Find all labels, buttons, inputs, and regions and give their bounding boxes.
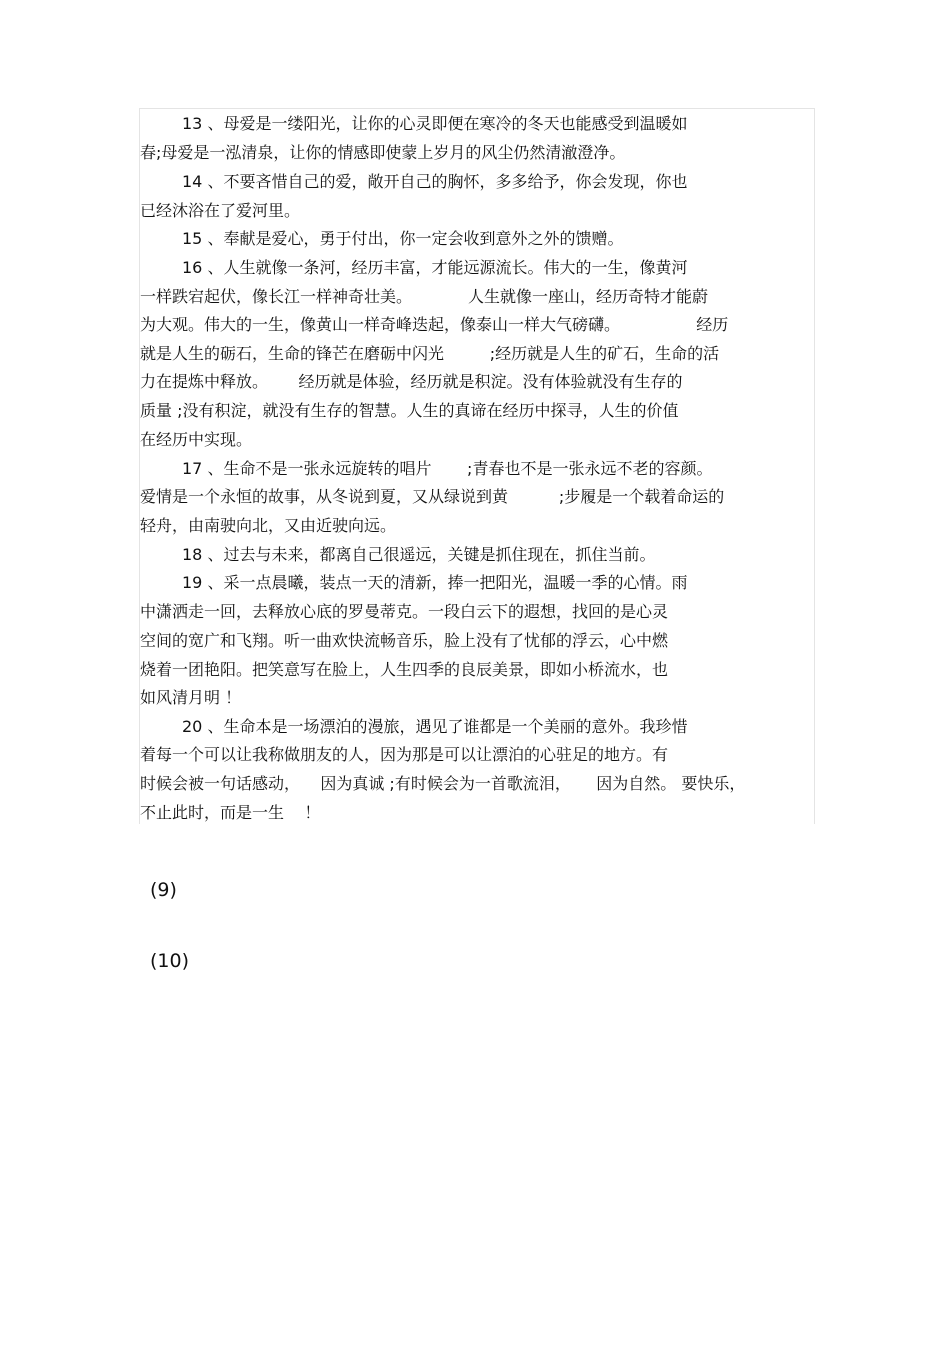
- item-16-line-1: 16 、人生就像一条河，经历丰富，才能远源流长。伟大的一生，像黄河: [182, 258, 688, 277]
- item-20-line-1: 20 、生命本是一场漂泊的漫旅，遇见了谁都是一个美丽的意外。我珍惜: [182, 717, 688, 736]
- item-16-line-7: 在经历中实现。: [140, 430, 253, 449]
- item-16-line-6: 质量 ;没有积淀，就没有生存的智慧。人生的真谛在经历中探寻，人生的价值: [140, 401, 679, 420]
- item-13-line-2: 春;母爱是一泓清泉，让你的情感即使蒙上岁月的风尘仍然清澈澄净。: [140, 143, 626, 162]
- item-17-line-2: 爱情是一个永恒的故事，从冬说到夏，又从绿说到黄 ;步履是一个载着命运的: [140, 487, 725, 506]
- footnote-9: (9): [150, 879, 177, 901]
- item-19-line-4: 烧着一团艳阳。把笑意写在脸上，人生四季的良辰美景，即如小桥流水，也: [140, 660, 669, 679]
- item-20-line-4: 不止此时，而是一生 ！: [140, 803, 321, 822]
- item-16-line-4: 就是人生的砺石，生命的锋芒在磨砺中闪光 ;经历就是人生的矿石，生命的活: [140, 344, 720, 363]
- footnote-10: (10): [150, 950, 190, 972]
- item-20-line-3: 时候会被一句话感动， 因为真诚 ;有时候会为一首歌流泪， 因为自然。 要快乐，: [140, 774, 746, 793]
- item-14-line-2: 已经沐浴在了爱河里。: [140, 201, 301, 220]
- item-15-line-1: 15 、奉献是爱心，勇于付出，你一定会收到意外之外的馈赠。: [182, 229, 624, 248]
- item-14-line-1: 14 、不要吝惜自己的爱，敞开自己的胸怀，多多给予，你会发现，你也: [182, 172, 688, 191]
- item-17-line-3: 轻舟，由南驶向北，又由近驶向远。: [140, 516, 397, 535]
- item-20-line-2: 着每一个可以让我称做朋友的人，因为那是可以让漂泊的心驻足的地方。有: [140, 745, 669, 764]
- item-19-line-1: 19 、采一点晨曦，装点一天的清新，捧一把阳光，温暖一季的心情。雨: [182, 573, 688, 592]
- item-16-line-5: 力在提炼中释放。 经历就是体验，经历就是积淀。没有体验就没有生存的: [140, 372, 683, 391]
- item-18-line-1: 18 、过去与未来，都离自己很遥远，关键是抓住现在，抓住当前。: [182, 545, 656, 564]
- item-19-line-3: 空间的宽广和飞翔。听一曲欢快流畅音乐，脸上没有了忧郁的浮云，心中燃: [140, 631, 669, 650]
- item-13-line-1: 13 、母爱是一缕阳光，让你的心灵即便在寒冷的冬天也能感受到温暖如: [182, 114, 688, 133]
- item-19-line-5: 如风清月明 ！: [140, 688, 242, 707]
- item-19-line-2: 中潇洒走一回，去释放心底的罗曼蒂克。一段白云下的遐想，找回的是心灵: [140, 602, 669, 621]
- item-16-line-2: 一样跌宕起伏，像长江一样神奇壮美。 人生就像一座山，经历奇特才能蔚: [140, 287, 708, 306]
- item-17-line-1: 17 、生命不是一张永远旋转的唱片 ;青春也不是一张永远不老的容颜。: [182, 459, 713, 478]
- item-16-line-3: 为大观。伟大的一生，像黄山一样奇峰迭起，像泰山一样大气磅礴。 经历: [140, 315, 729, 334]
